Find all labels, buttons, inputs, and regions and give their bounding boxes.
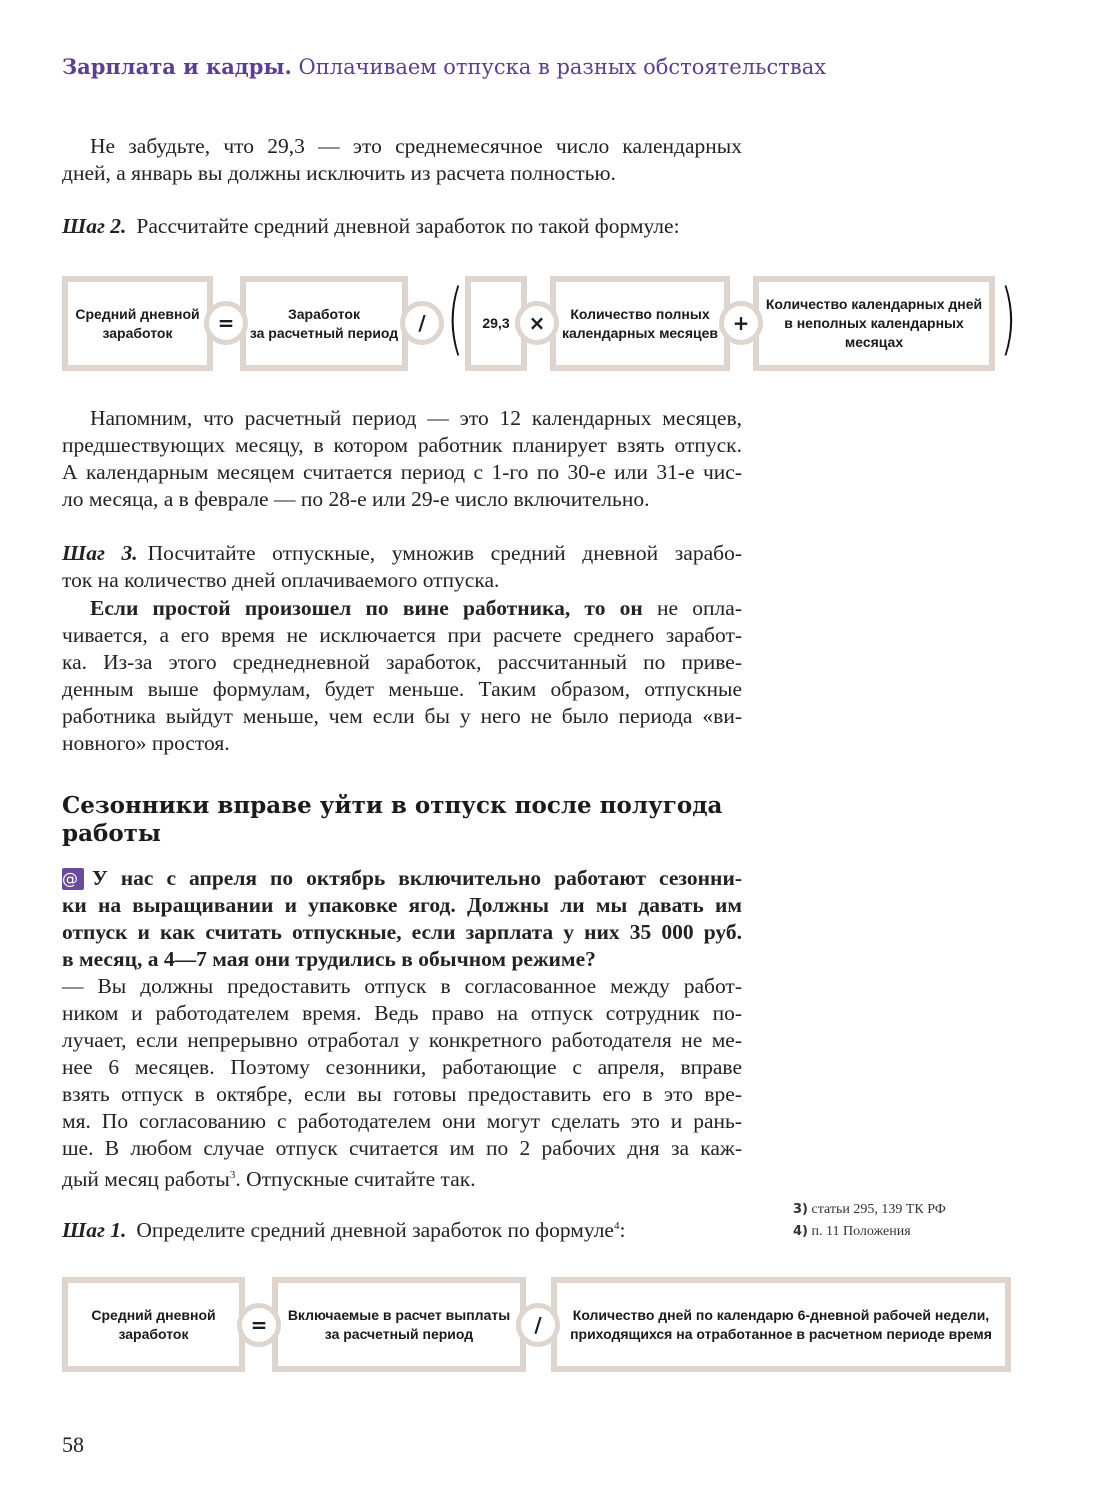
at-icon: @ xyxy=(62,868,84,890)
page-number: 58 xyxy=(62,1432,84,1457)
equals-sign: = xyxy=(237,1303,281,1347)
box-text: заработок xyxy=(102,324,173,341)
footnote-text: п. 11 Положения xyxy=(811,1224,911,1239)
text-line: ки на выращивании и упаковке ягод. Должны ли мы давать им xyxy=(62,893,742,917)
text-line: отпуск и как считать отпускные, если зарплата у них 35 000 руб. xyxy=(62,920,742,944)
running-header xyxy=(62,54,826,79)
divide-sign: / xyxy=(516,1303,560,1347)
formula-box-denominator xyxy=(551,1277,1011,1372)
footnote-ref[interactable]: 4 xyxy=(613,1219,620,1232)
text-line: — Вы должны предоставить отпуск в согласованное между работ- xyxy=(62,974,742,998)
box-text: Количество дней по календарю 6-дневной рабочей недели, xyxy=(572,1306,990,1323)
close-paren: ) xyxy=(999,274,1017,364)
box-text: календарных месяцев xyxy=(562,324,718,341)
header-section: Зарплата и кадры. xyxy=(62,54,292,79)
section-heading xyxy=(62,792,762,848)
divide-sign: / xyxy=(400,301,444,345)
plus-sign: + xyxy=(719,301,763,345)
formula-box-result xyxy=(62,276,213,371)
footnote-4 xyxy=(793,1224,911,1240)
intro-paragraph xyxy=(62,133,742,187)
text-line: не опла- xyxy=(642,596,742,620)
text-line: денным выше формулам, будет меньше. Таким образом, отпускные xyxy=(62,677,742,701)
step-label: Шаг 1. xyxy=(62,1218,127,1242)
text-line: У нас с апреля по октябрь включительно работают сезонни- xyxy=(92,866,742,890)
box-text: Средний дневной xyxy=(91,1306,216,1323)
step-text: Рассчитайте средний дневной заработок по такой формуле: xyxy=(136,214,680,238)
text-line: ток на количество дней оплачиваемого отпуска. xyxy=(62,568,500,592)
text-line: ше. В любом случае отпуск считается им по 2 рабочих дня за каж- xyxy=(62,1136,742,1160)
box-text: Заработок xyxy=(288,305,360,322)
text-line: Не забудьте, что 29,3 — это среднемесячное число календарных xyxy=(90,134,742,158)
box-text: за расчетный период xyxy=(324,1325,474,1342)
step-2 xyxy=(62,214,680,239)
text-line: нее 6 месяцев. Поэтому сезонники, работающие с апреля, вправе xyxy=(62,1055,742,1079)
formula-box-numerator xyxy=(240,276,408,371)
step-label: Шаг 2. xyxy=(62,214,127,238)
footnote-ref[interactable]: 3 xyxy=(229,1169,236,1181)
step-text-tail: : xyxy=(619,1218,626,1242)
box-text: 29,3 xyxy=(482,315,510,331)
open-paren: ( xyxy=(446,274,464,364)
text-line: предшествующих месяцу, в котором работник планирует взять отпуск. xyxy=(62,433,742,457)
box-text: месяцах xyxy=(844,334,904,350)
equals-sign: = xyxy=(204,301,248,345)
text-line: лучает, если непрерывно отработал у конкретного работодателя не ме- xyxy=(62,1028,742,1052)
reminder-paragraph xyxy=(62,405,742,513)
box-text: Средний дневной xyxy=(75,305,200,322)
text-line: Напомним, что расчетный период — это 12 календарных месяцев, xyxy=(90,406,742,430)
formula-box-partial-days xyxy=(753,276,995,371)
box-text: за расчетный период xyxy=(249,324,399,341)
step-text: Определите средний дневной заработок по формуле xyxy=(136,1218,614,1242)
text-line: . Отпускные считайте так. xyxy=(235,1167,476,1192)
text-line: Посчитайте отпускные, умножив средний дневной зарабо- xyxy=(147,541,742,565)
footnote-number: 3) xyxy=(793,1202,808,1217)
multiply-sign: × xyxy=(515,301,559,345)
header-title: Оплачиваем отпуска в разных обстоятельствах xyxy=(298,55,827,79)
text-line: А календарным месяцем считается период с 1-го по 30-е или 31-е чис- xyxy=(62,460,742,484)
formula-box-full-months xyxy=(550,276,730,371)
footnote-3 xyxy=(793,1202,946,1218)
box-text: Включаемые в расчет выплаты xyxy=(287,1306,511,1323)
text-line: дней, а январь вы должны исключить из расчета полностью. xyxy=(62,161,616,185)
bold-lead: Если простой произошел по вине работника, то он xyxy=(90,596,643,620)
footnote-number: 4) xyxy=(793,1224,808,1239)
text-line: дый месяц работы xyxy=(62,1167,230,1192)
text-line: взять отпуск в октябре, если вы готовы предоставить его в это вре- xyxy=(62,1082,742,1106)
text-line: ло месяца, а в феврале — по 28-е или 29-е число включительно. xyxy=(62,487,650,511)
heading-line: Сезонники вправе уйти в отпуск после полугода xyxy=(62,792,723,819)
answer-block xyxy=(62,973,742,1193)
formula-box-numerator xyxy=(272,1277,526,1372)
box-text: в неполных календарных xyxy=(784,315,964,331)
step-3 xyxy=(62,540,742,594)
text-line: ником и работодателем время. Ведь право на отпуск сотрудник по- xyxy=(62,1001,742,1025)
step-label: Шаг 3. xyxy=(62,541,138,565)
box-text: Количество полных xyxy=(570,305,710,322)
text-line: чивается, а его время не исключается при расчете среднего заработ- xyxy=(62,623,742,647)
box-text: приходящихся на отработанное в расчетном периоде время xyxy=(570,1325,992,1342)
footnote-text: статьи 295, 139 ТК РФ xyxy=(811,1202,946,1217)
box-text: Количество календарных дней xyxy=(765,296,983,312)
text-line: работника выйдут меньше, чем если бы у него не было периода «ви- xyxy=(62,704,742,728)
question-block xyxy=(62,865,742,973)
formula-box-result xyxy=(62,1277,245,1372)
idle-paragraph xyxy=(62,595,742,757)
box-text: заработок xyxy=(118,1325,189,1342)
heading-line: работы xyxy=(62,820,161,847)
text-line: в месяц, а 4—7 мая они трудились в обычном режиме? xyxy=(62,947,596,971)
step-1 xyxy=(62,1218,625,1243)
text-line: мя. По согласованию с работодателем они могут сделать это и рань- xyxy=(62,1109,742,1133)
text-line: ка. Из-за этого среднедневной заработок, рассчитанный по приве- xyxy=(62,650,742,674)
text-line: новного» простоя. xyxy=(62,731,230,755)
